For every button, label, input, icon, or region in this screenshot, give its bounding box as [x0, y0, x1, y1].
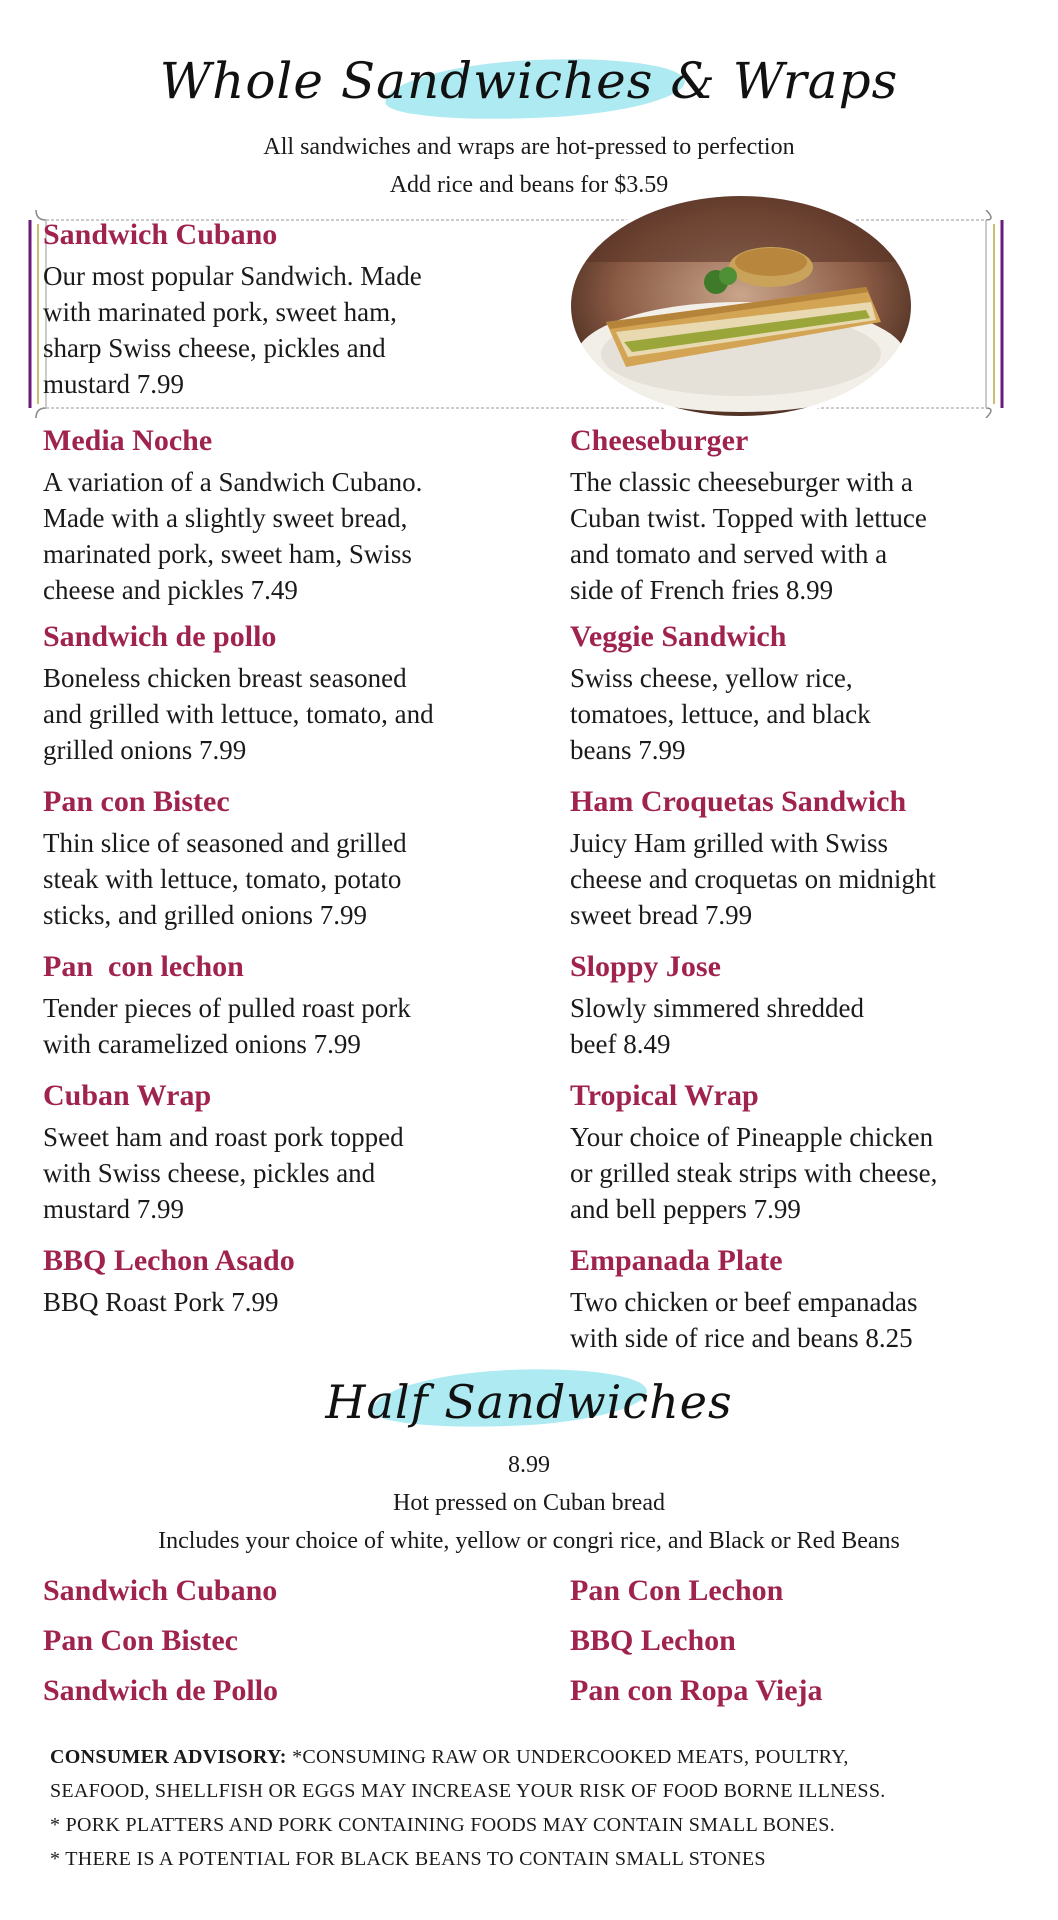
- advisory-line-4: * THERE IS A POTENTIAL FOR BLACK BEANS TO CONTAIN SMALL STONES: [50, 1848, 766, 1870]
- advisory-text-1: *CONSUMING RAW OR UNDERCOOKED MEATS, POULTRY,: [286, 1746, 849, 1768]
- half-item-sandwich-de-pollo: Sandwich de Pollo: [43, 1674, 279, 1707]
- half-line-hot-pressed: Hot pressed on Cuban bread: [393, 1490, 665, 1516]
- half-item-pan-con-ropa-vieja: Pan con Ropa Vieja: [570, 1674, 823, 1707]
- menu-item-desc-veggie-sandwich: Swiss cheese, yellow rice, tomatoes, lettuce, and black beans 7.99: [570, 663, 871, 765]
- advisory-line-3: * PORK PLATTERS AND PORK CONTAINING FOODS MAY CONTAIN SMALL BONES.: [50, 1814, 836, 1836]
- menu-item-desc-sloppy-jose: Slowly simmered shredded beef 8.49: [570, 993, 864, 1059]
- subtitle-hot-pressed: All sandwiches and wraps are hot-pressed to perfection: [263, 134, 795, 160]
- half-item-bbq-lechon: BBQ Lechon: [570, 1624, 736, 1657]
- menu-item-title-sloppy-jose: Sloppy Jose: [570, 950, 721, 983]
- menu-item-desc-tropical-wrap: Your choice of Pineapple chicken or grilled steak strips with cheese, and bell peppers 7.99: [570, 1122, 938, 1224]
- menu-item-desc-pan-con-lechon: Tender pieces of pulled roast pork with caramelized onions 7.99: [43, 993, 411, 1059]
- half-item-pan-con-lechon: Pan Con Lechon: [570, 1574, 784, 1607]
- menu-item-title-ham-croquetas-sandwich: Ham Croquetas Sandwich: [570, 785, 907, 818]
- featured-item-title: Sandwich Cubano: [43, 218, 278, 251]
- menu-item-desc-pan-con-bistec: Thin slice of seasoned and grilled steak with lettuce, tomato, potato sticks, and grilled onions 7.99: [43, 828, 407, 930]
- menu-item-desc-media-noche: A variation of a Sandwich Cubano. Made with a slightly sweet bread, marinated pork, sweet ham, Swiss cheese and pickles 7.49: [43, 467, 423, 605]
- menu-item-desc-sandwich-de-pollo: Boneless chicken breast seasoned and grilled with lettuce, tomato, and grilled onions 7.99: [43, 663, 434, 765]
- menu-item-title-empanada-plate: Empanada Plate: [570, 1244, 783, 1277]
- menu-item-title-media-noche: Media Noche: [43, 424, 213, 457]
- featured-item-desc: Our most popular Sandwich. Made with marinated pork, sweet ham, sharp Swiss cheese, pickles and mustard 7.99: [43, 261, 422, 399]
- menu-item-title-cuban-wrap: Cuban Wrap: [43, 1079, 212, 1112]
- sandwich-photo: [566, 192, 916, 420]
- menu-item-title-veggie-sandwich: Veggie Sandwich: [570, 620, 787, 653]
- menu-item-title-pan-con-bistec: Pan con Bistec: [43, 785, 230, 818]
- menu-item-title-pan-con-lechon: Pan con lechon: [43, 950, 244, 983]
- menu-item-title-tropical-wrap: Tropical Wrap: [570, 1079, 759, 1112]
- half-sandwiches-title: Half Sandwiches: [325, 1375, 733, 1429]
- half-price: 8.99: [508, 1452, 550, 1478]
- half-item-sandwich-cubano: Sandwich Cubano: [43, 1574, 278, 1607]
- menu-item-desc-ham-croquetas-sandwich: Juicy Ham grilled with Swiss cheese and croquetas on midnight sweet bread 7.99: [570, 828, 936, 930]
- subtitle-rice-beans: Add rice and beans for $3.59: [389, 172, 669, 198]
- menu-item-desc-bbq-lechon-asado: BBQ Roast Pork 7.99: [43, 1287, 279, 1317]
- half-line-includes: Includes your choice of white, yellow or congri rice, and Black or Red Beans: [158, 1528, 900, 1554]
- page-title: Whole Sandwiches & Wraps: [159, 52, 899, 110]
- menu-item-desc-cheeseburger: The classic cheeseburger with a Cuban twist. Topped with lettuce and tomato and served with a side of French fries 8.99: [570, 467, 927, 605]
- menu-item-title-bbq-lechon-asado: BBQ Lechon Asado: [43, 1244, 295, 1277]
- half-item-pan-con-bistec: Pan Con Bistec: [43, 1624, 238, 1657]
- consumer-advisory: [50, 1740, 1000, 1876]
- advisory-line-1: [50, 1740, 1000, 1774]
- advisory-label: CONSUMER ADVISORY:: [50, 1746, 287, 1768]
- menu-item-title-cheeseburger: Cheeseburger: [570, 424, 749, 457]
- menu-item-title-sandwich-de-pollo: Sandwich de pollo: [43, 620, 277, 653]
- menu-item-desc-cuban-wrap: Sweet ham and roast pork topped with Swiss cheese, pickles and mustard 7.99: [43, 1122, 404, 1224]
- advisory-line-2: SEAFOOD, SHELLFISH OR EGGS MAY INCREASE YOUR RISK OF FOOD BORNE ILLNESS.: [50, 1780, 886, 1802]
- menu-item-desc-empanada-plate: Two chicken or beef empanadas with side of rice and beans 8.25: [570, 1287, 918, 1353]
